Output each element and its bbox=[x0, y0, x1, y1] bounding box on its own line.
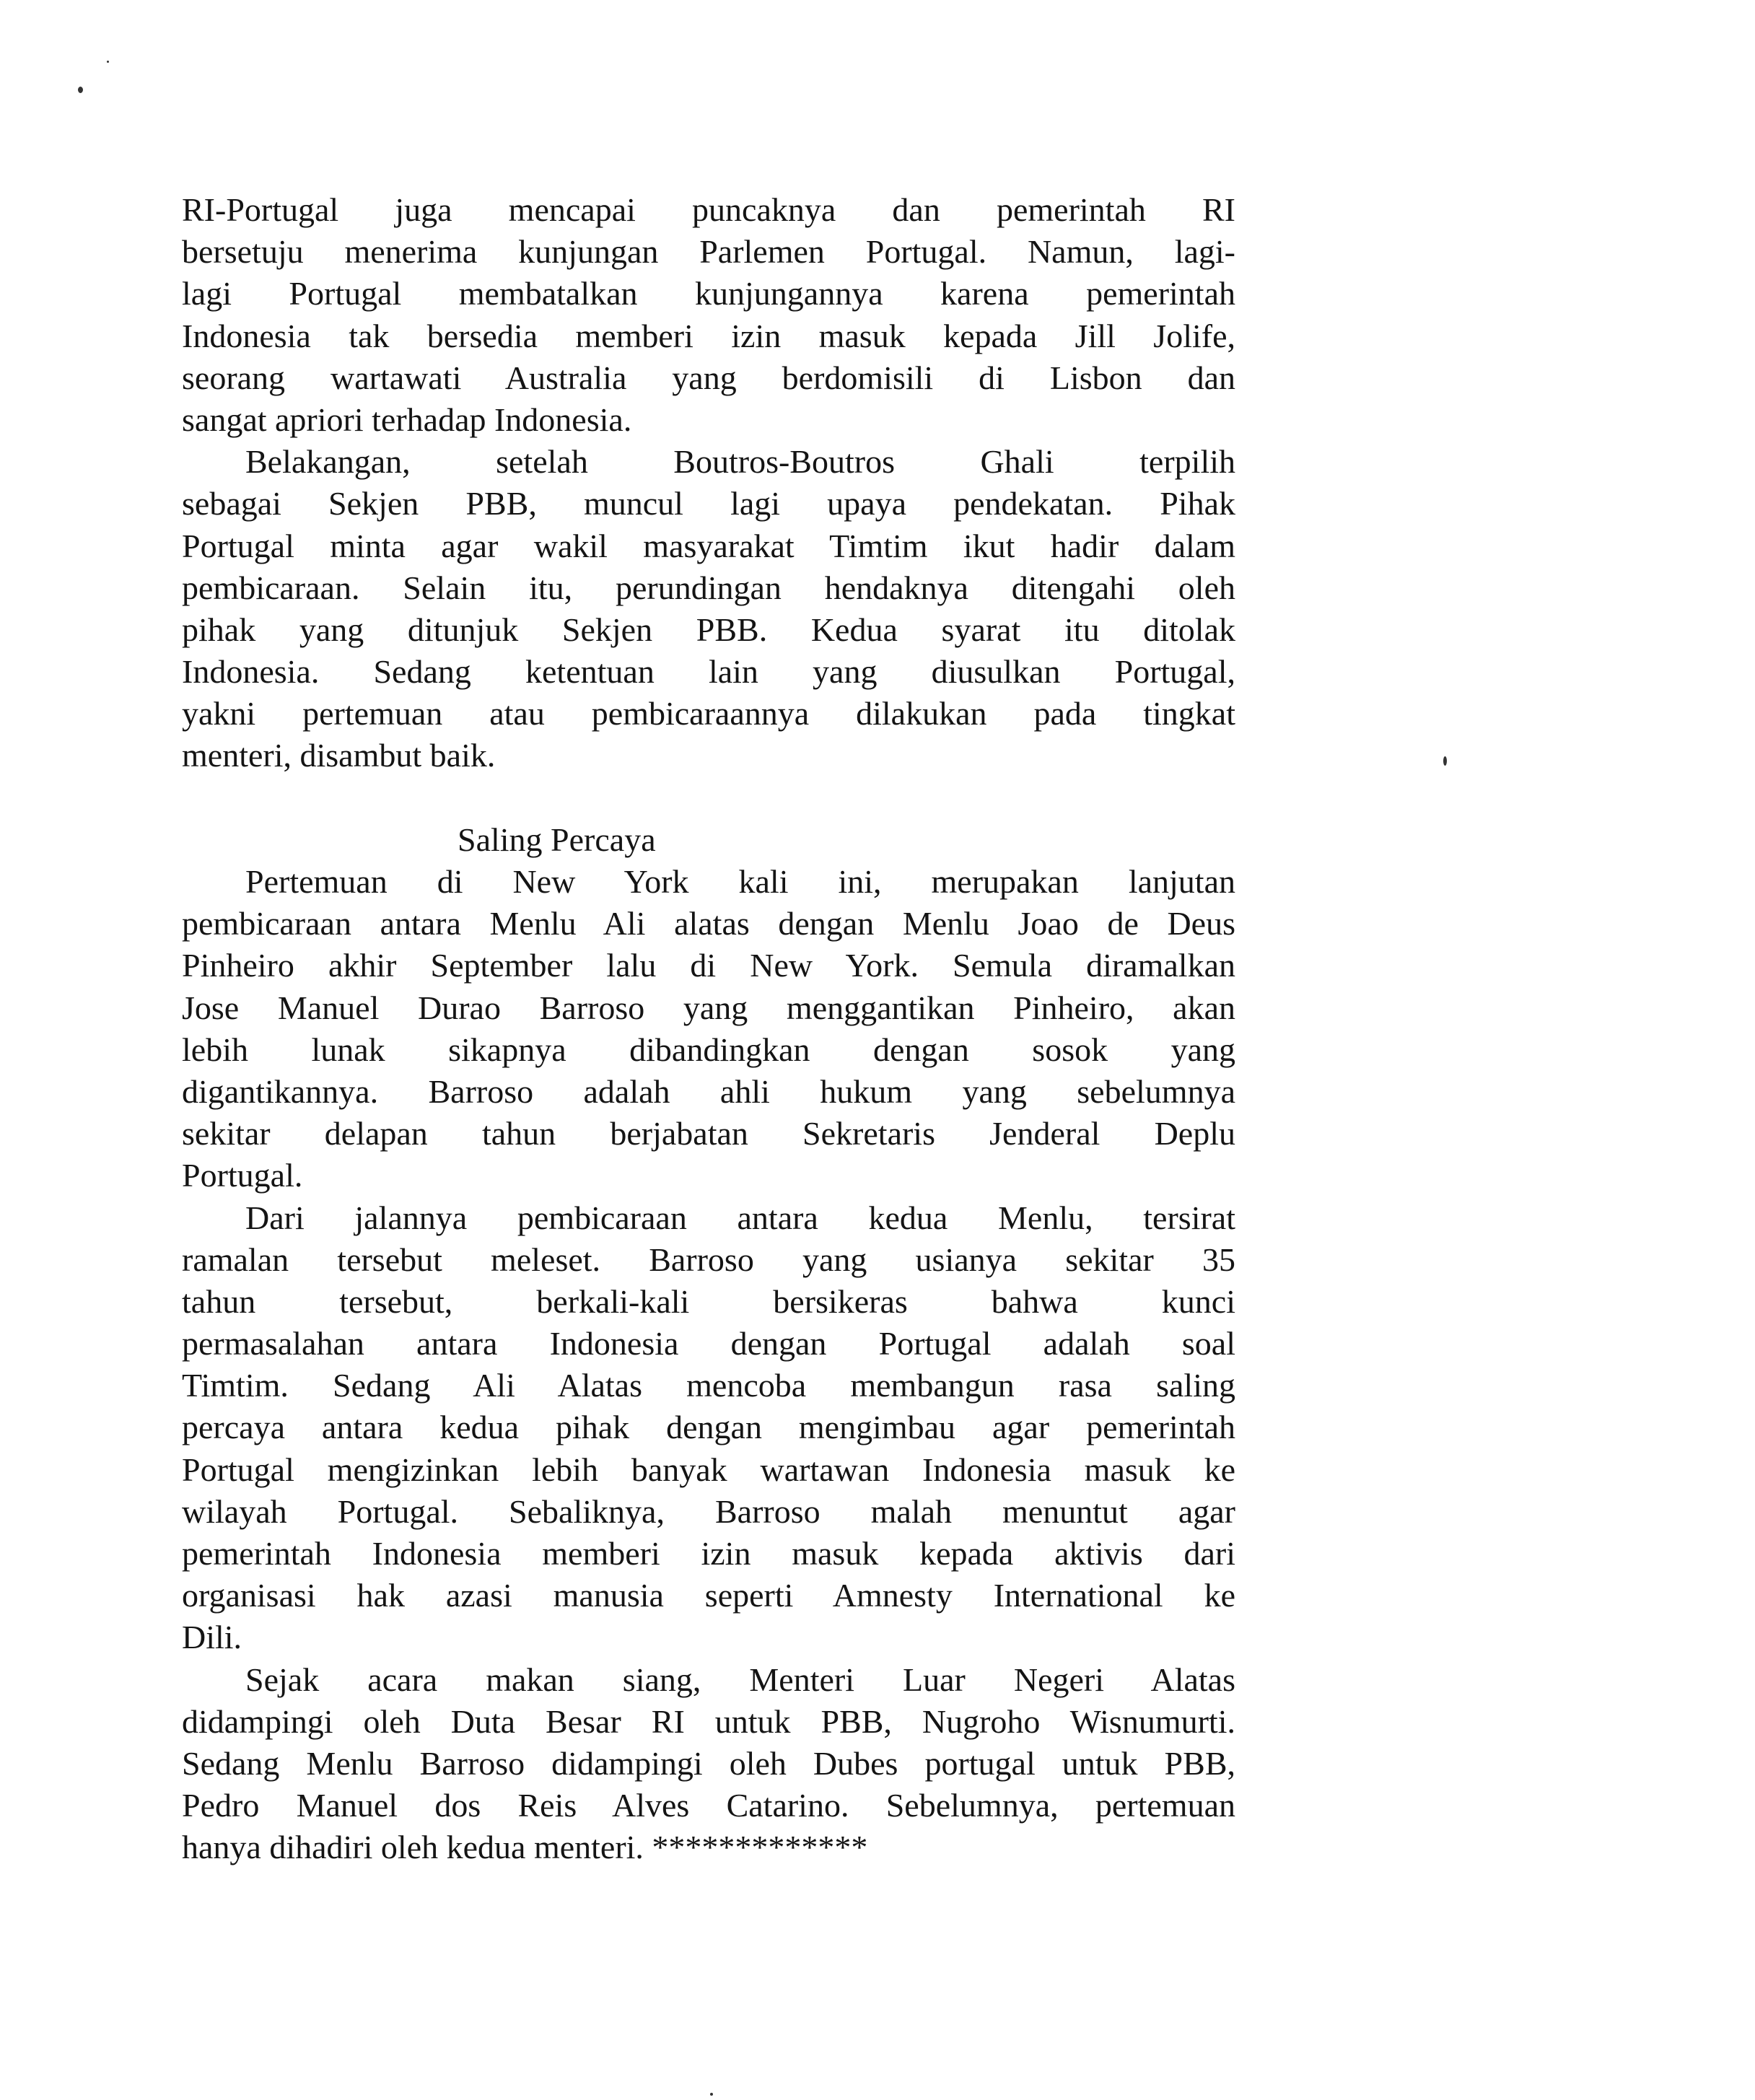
text-line: ramalan tersebut meleset. Barroso yang usianya sekitar 35 bbox=[182, 1241, 1235, 1278]
text-line: pembicaraan antara Menlu Ali alatas dengan Menlu Joao de Deus bbox=[182, 905, 1235, 942]
text-line: Portugal mengizinkan lebih banyak wartawan Indonesia masuk ke bbox=[182, 1451, 1235, 1488]
text-line: lagi Portugal membatalkan kunjungannya karena pemerintah bbox=[182, 275, 1235, 312]
text-line: Dari jalannya pembicaraan antara kedua Menlu, tersirat bbox=[245, 1199, 1235, 1236]
text-line: Pedro Manuel dos Reis Alves Catarino. Sebelumnya, pertemuan bbox=[182, 1787, 1235, 1824]
document-body bbox=[182, 189, 1235, 1869]
text-line: Timtim. Sedang Ali Alatas mencoba membangun rasa saling bbox=[182, 1367, 1235, 1404]
text-line: organisasi hak azasi manusia seperti Amnesty International ke bbox=[182, 1577, 1235, 1614]
text-line: sebagai Sekjen PBB, muncul lagi upaya pendekatan. Pihak bbox=[182, 485, 1235, 522]
text-line: Sejak acara makan siang, Menteri Luar Negeri Alatas bbox=[245, 1661, 1235, 1698]
text-line: tahun tersebut, berkali-kali bersikeras bahwa kunci bbox=[182, 1282, 1235, 1320]
scan-speck bbox=[710, 2093, 713, 2096]
scan-speck bbox=[107, 61, 109, 63]
text-line: percaya antara kedua pihak dengan mengimbau agar pemerintah bbox=[182, 1409, 1235, 1446]
text-line: Sedang Menlu Barroso didampingi oleh Dubes portugal untuk PBB, bbox=[182, 1744, 1235, 1782]
text-line: permasalahan antara Indonesia dengan Portugal adalah soal bbox=[182, 1325, 1235, 1362]
text-line: bersetuju menerima kunjungan Parlemen Portugal. Namun, lagi- bbox=[182, 233, 1235, 271]
text-line: lebih lunak sikapnya dibandingkan dengan sosok yang bbox=[182, 1031, 1235, 1068]
text-line: seorang wartawati Australia yang berdomisili di Lisbon dan bbox=[182, 359, 1235, 396]
text-line: Indonesia. Sedang ketentuan lain yang diusulkan Portugal, bbox=[182, 653, 1235, 691]
text-line: sekitar delapan tahun berjabatan Sekretaris Jenderal Deplu bbox=[182, 1115, 1235, 1152]
text-line: Pertemuan di New York kali ini, merupakan lanjutan bbox=[245, 863, 1235, 900]
text-line: pihak yang ditunjuk Sekjen PBB. Kedua syarat itu ditolak bbox=[182, 611, 1235, 648]
text-line: Jose Manuel Durao Barroso yang menggantikan Pinheiro, akan bbox=[182, 989, 1235, 1026]
text-line: Portugal. bbox=[182, 1157, 303, 1194]
text-line: pemerintah Indonesia memberi izin masuk kepada aktivis dari bbox=[182, 1535, 1235, 1572]
text-line: Dili. bbox=[182, 1619, 242, 1656]
text-line: Indonesia tak bersedia memberi izin masuk kepada Jill Jolife, bbox=[182, 317, 1235, 354]
intro-paragraphs bbox=[182, 189, 1235, 777]
scan-speck bbox=[78, 87, 83, 93]
text-line: yakni pertemuan atau pembicaraannya dilakukan pada tingkat bbox=[182, 695, 1235, 732]
text-line: pembicaraan. Selain itu, perundingan hendaknya ditengahi oleh bbox=[182, 569, 1235, 606]
text-line: Portugal minta agar wakil masyarakat Timtim ikut hadir dalam bbox=[182, 527, 1235, 564]
paragraph bbox=[182, 441, 1235, 777]
text-line: didampingi oleh Duta Besar RI untuk PBB, Nugroho Wisnumurti. bbox=[182, 1702, 1235, 1740]
text-line: Pinheiro akhir September lalu di New York. Semula diramalkan bbox=[182, 947, 1235, 984]
paragraph bbox=[182, 1197, 1235, 1659]
text-line: digantikannya. Barroso adalah ahli hukum yang sebelumnya bbox=[182, 1072, 1235, 1110]
section-gap bbox=[182, 777, 1235, 819]
text-line: hanya dihadiri oleh kedua menteri. ************* bbox=[182, 1829, 868, 1866]
section-paragraphs bbox=[182, 861, 1235, 1869]
paragraph bbox=[182, 1659, 1235, 1869]
paragraph bbox=[182, 189, 1235, 441]
text-line: RI-Portugal juga mencapai puncaknya dan pemerintah RI bbox=[182, 191, 1235, 228]
scan-speck bbox=[1443, 756, 1447, 766]
text-line: wilayah Portugal. Sebaliknya, Barroso malah menuntut agar bbox=[182, 1492, 1235, 1530]
text-line: sangat apriori terhadap Indonesia. bbox=[182, 401, 632, 438]
paragraph bbox=[182, 861, 1235, 1197]
text-line: menteri, disambut baik. bbox=[182, 737, 496, 774]
text-line: Belakangan, setelah Boutros-Boutros Ghali terpilih bbox=[245, 443, 1235, 481]
section-heading: Saling Percaya bbox=[458, 821, 656, 858]
